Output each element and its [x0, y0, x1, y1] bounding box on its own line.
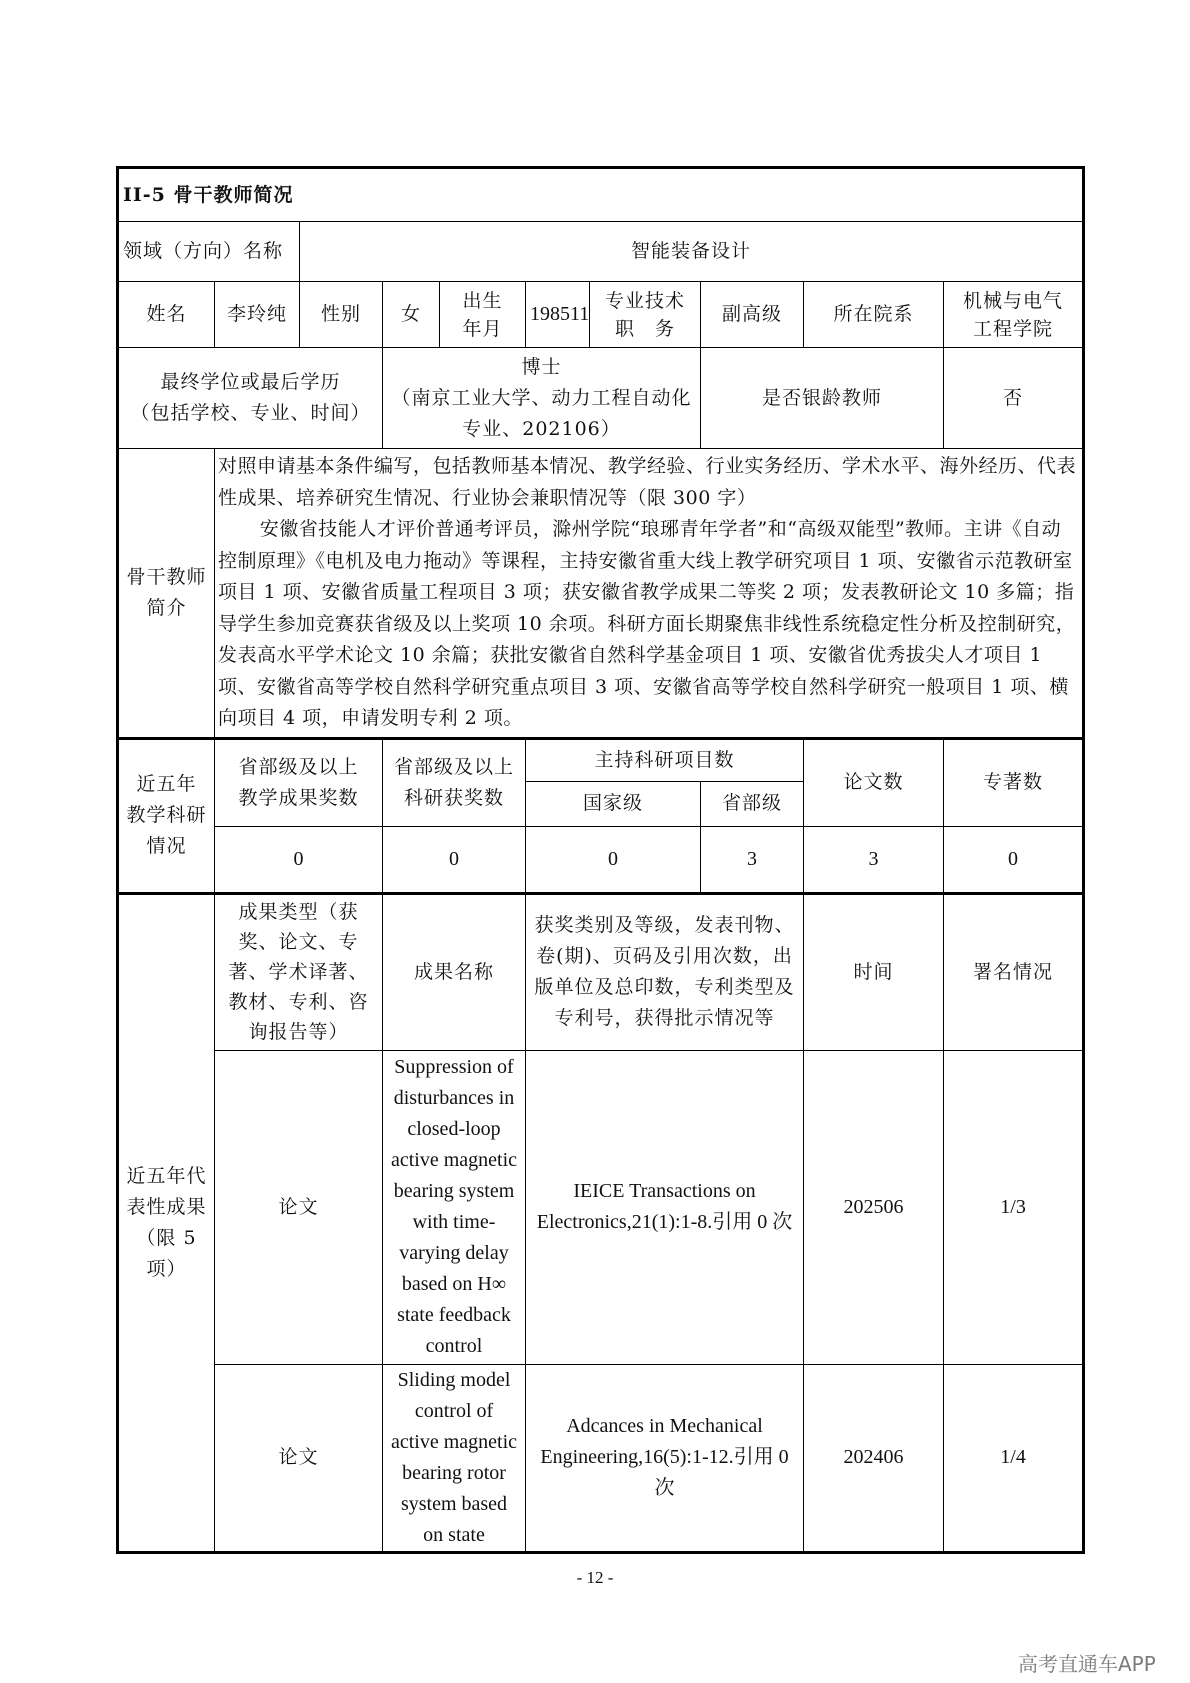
papers-header: 论文数 [804, 738, 944, 826]
header-line: 版单位及总印数，专利类型及 [534, 976, 795, 998]
national-value: 0 [526, 826, 701, 893]
name-line: based on H∞ [401, 1273, 507, 1295]
header-line: 教学成果奖数 [238, 786, 359, 809]
page-number: - 12 - [576, 1568, 614, 1587]
achievement-name [383, 1364, 526, 1552]
teacher-profile-table [116, 166, 1085, 1554]
name-line: closed-loop [407, 1118, 501, 1140]
time-header: 时间 [804, 893, 944, 1050]
header-line: 询报告等） [248, 1021, 349, 1043]
title-value: 副高级 [701, 282, 804, 348]
gender-label: 性别 [300, 282, 383, 348]
degree-value-line: 专业、202106） [462, 417, 621, 440]
name-line: active magnetic [390, 1149, 518, 1171]
header-line: 专利号，获得批示情况等 [554, 1007, 775, 1029]
name-line: bearing rotor [402, 1461, 506, 1484]
recent-label-line: 教学科研 [126, 804, 207, 826]
detail-line: Engineering,16(5):1-12.引用 0 [540, 1446, 789, 1468]
recent-label-line: 近五年 [136, 773, 197, 795]
intro-instruction: 对照申请基本条件编写，包括教师基本情况、教学经验、行业实务经历、学术水平、海外经历、代表性成果、培养研究生情况、行业协会兼职情况等（限 300 字） [218, 455, 1077, 509]
achievements-label-line: （限 5 [136, 1226, 197, 1249]
dept-line: 工程学院 [973, 317, 1054, 340]
name-line: varying delay [399, 1242, 509, 1264]
name-line: Sliding model [397, 1368, 511, 1391]
name-line: Suppression of [394, 1056, 514, 1078]
projects-header: 主持科研项目数 [526, 738, 804, 781]
title-label-line: 职 务 [614, 317, 675, 340]
degree-value-line: （南京工业大学、动力工程自动化 [391, 386, 692, 409]
achievement-type: 论文 [215, 1050, 383, 1364]
detail-line: Adcances in Mechanical [566, 1415, 763, 1437]
field-label: 领域（方向）名称 [118, 222, 300, 282]
books-value: 0 [944, 826, 1084, 893]
intro-label-line: 骨干教师 [126, 565, 207, 588]
silver-teacher-label: 是否银龄教师 [701, 348, 944, 449]
achievements-label-line: 近五年代 [126, 1164, 207, 1187]
achievements-label-line: 表性成果 [126, 1195, 207, 1218]
name-line: disturbances in [393, 1087, 515, 1109]
achievement-sign: 1/4 [944, 1364, 1084, 1552]
research-award-value: 0 [383, 826, 526, 893]
recent-label-line: 情况 [146, 835, 187, 857]
header-line: 科研获奖数 [403, 786, 504, 809]
achievement-time: 202406 [804, 1364, 944, 1552]
achievement-detail [526, 1364, 804, 1552]
dept-value [944, 282, 1084, 348]
title-label-line: 专业技术 [604, 289, 685, 312]
name-line: control of [414, 1399, 494, 1422]
header-line: 卷(期)、页码及引用次数，出 [536, 945, 793, 967]
header-line: 省部级及以上 [238, 755, 359, 778]
detail-line: IEICE Transactions on [573, 1180, 756, 1202]
birth-label-line: 年月 [462, 317, 503, 340]
birth-label [440, 282, 526, 348]
header-line: 著、学术译著、 [228, 961, 369, 983]
header-line: 获奖类别及等级，发表刊物、 [534, 914, 795, 936]
achievement-detail [526, 1050, 804, 1364]
birth-value: 198511 [526, 282, 590, 348]
provincial-value: 3 [701, 826, 804, 893]
name-line: on state [423, 1523, 485, 1546]
degree-value-line: 博士 [521, 355, 562, 378]
name-line: system based [400, 1492, 508, 1515]
research-award-header [383, 738, 526, 826]
type-header [215, 893, 383, 1050]
dept-line: 机械与电气 [963, 289, 1064, 312]
teaching-award-value: 0 [215, 826, 383, 893]
achievement-sign: 1/3 [944, 1050, 1084, 1364]
header-line: 省部级及以上 [393, 755, 514, 778]
name-label: 姓名 [118, 282, 215, 348]
achievements-label [118, 893, 215, 1552]
intro-content [215, 449, 1084, 739]
field-value: 智能装备设计 [300, 222, 1084, 282]
birth-label-line: 出生 [462, 289, 503, 312]
teaching-award-header [215, 738, 383, 826]
degree-label-line: 最终学位或最后学历 [160, 371, 341, 393]
gender-value: 女 [383, 282, 440, 348]
national-header: 国家级 [526, 781, 701, 826]
name-line: with time- [412, 1211, 496, 1233]
header-line: 成果类型（获 [238, 901, 359, 923]
detail-line: 次 [654, 1477, 675, 1499]
dept-label: 所在院系 [804, 282, 944, 348]
name-line: control [425, 1335, 483, 1357]
watermark-text: 高考直通车APP [1018, 1652, 1156, 1676]
intro-body: 安徽省技能人才评价普通考评员，滁州学院“琅琊青年学者”和“高级双能型”教师。主讲《自动控制原理》《电机及电力拖动》等课程，主持安徽省重大线上教学研究项目 1 项、安徽省示范教研室项目 1 项、安徽省质量工程项目 3 项；获安徽省教学成果二等奖 2 项；发表教研论文 10 多篇；指导学生参加竞赛获省级及以上奖项 10 余项。科研方面长期聚焦非线性系统稳定性分析及控制研究，发表高水平学术论文 10 余篇；获批安徽省自然科学基金项目 1 项、安徽省优秀拔尖人才项目 1 项、安徽省高等学校自然科学研究重点项目 3 项、安徽省高等学校自然科学研究一般项目 1 项、横向项目 4 项，申请发明专利 2 项。 [218, 518, 1076, 729]
name-value: 李玲纯 [215, 282, 300, 348]
achievements-label-line: 项） [146, 1257, 187, 1280]
detail-line: Electronics,21(1):1-8.引用 0 次 [536, 1211, 793, 1233]
achievement-type: 论文 [215, 1364, 383, 1552]
intro-label [118, 449, 215, 739]
recent-label [118, 738, 215, 893]
silver-teacher-value: 否 [944, 348, 1084, 449]
degree-label [118, 348, 383, 449]
title-label [590, 282, 701, 348]
books-header: 专著数 [944, 738, 1084, 826]
name-line: state feedback [397, 1304, 511, 1326]
name-line: active magnetic [390, 1430, 518, 1453]
achievement-time: 202506 [804, 1050, 944, 1364]
papers-value: 3 [804, 826, 944, 893]
name-line: bearing system [393, 1180, 515, 1202]
provincial-header: 省部级 [701, 781, 804, 826]
degree-label-line: （包括学校、专业、时间） [130, 402, 371, 424]
document-page [116, 166, 1082, 1554]
header-line: 奖、论文、专 [238, 931, 359, 953]
intro-label-line: 简介 [146, 596, 187, 619]
degree-value [383, 348, 701, 449]
section-title: II-5 骨干教师简况 [118, 168, 1084, 222]
sign-header: 署名情况 [944, 893, 1084, 1050]
header-line: 教材、专利、咨 [228, 991, 369, 1013]
achievement-name [383, 1050, 526, 1364]
detail-header [526, 893, 804, 1050]
name-header: 成果名称 [383, 893, 526, 1050]
